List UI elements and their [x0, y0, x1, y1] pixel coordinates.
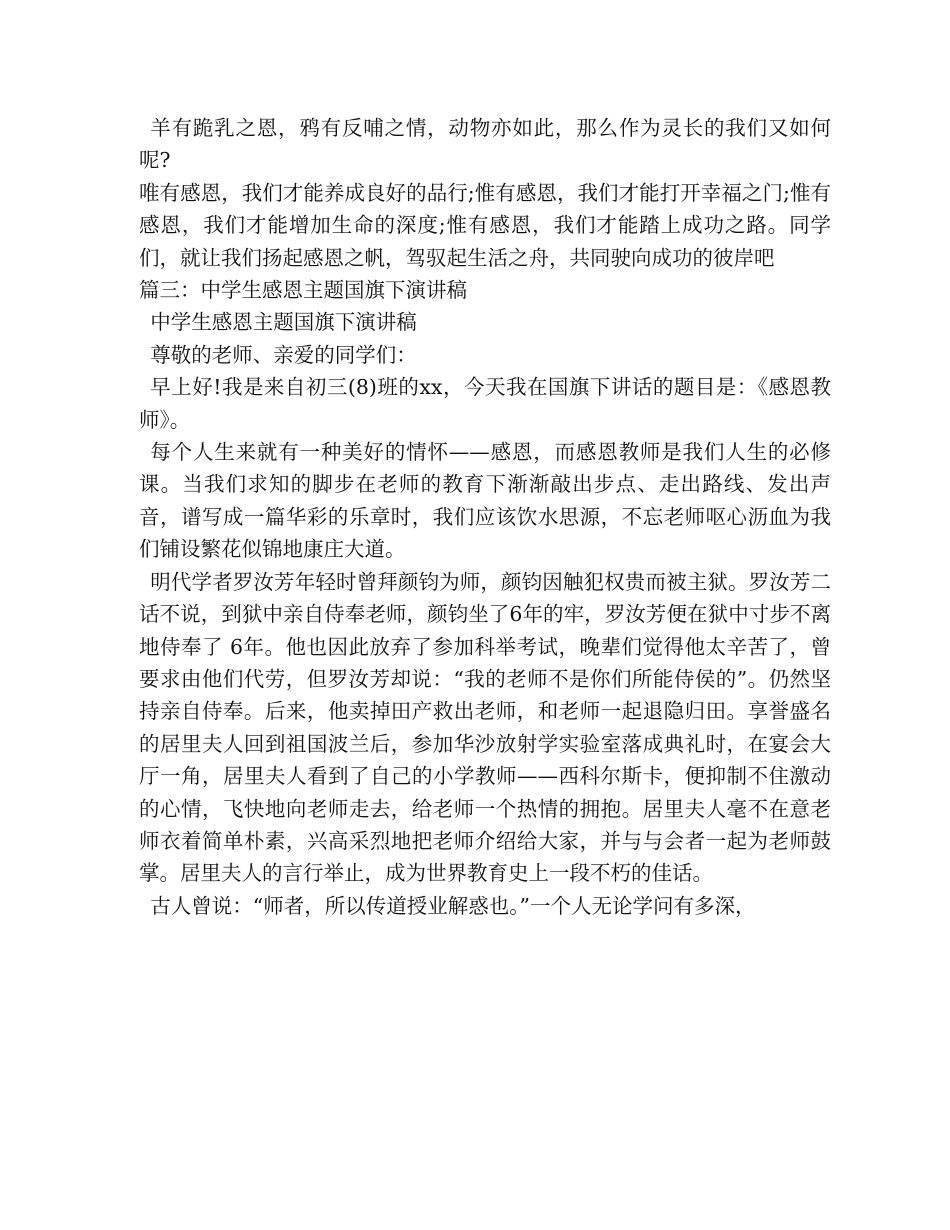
paragraph: 羊有跪乳之恩，鸦有反哺之情，动物亦如此，那么作为灵长的我们又如何呢?: [139, 116, 831, 173]
document-body: [139, 112, 831, 922]
paragraph: 明代学者罗汝芳年轻时曾拜颜钧为师，颜钧因触犯权贵而被主狱。罗汝芳二话不说，到狱中亲自侍奉老师，颜钧坐了6年的牢，罗汝芳便在狱中寸步不离地侍奉了 6年。他也因此放弃了参加科举考试，晚辈们觉得他太辛苦了，曾要求由他们代劳，但罗汝芳却说：“我的老师不是你们所能侍侯的”。仍然坚持亲自侍奉。后来，他卖掉田产救出老师，和老师一起退隐归田。享誉盛名的居里夫人回到祖国波兰后，参加华沙放射学实验室落成典礼时，在宴会大厅一角，居里夫人看到了自己的小学教师——西科尔斯卡，便抑制不住激动的心情，飞快地向老师走去，给老师一个热情的拥抱。居里夫人毫不在意老师衣着简单朴素，兴高采烈地把老师介绍给大家，并与与会者一起为老师鼓掌。居里夫人的言行举止，成为世界教育史上一段不朽的佳话。: [139, 569, 831, 886]
paragraph: 古人曾说：“师者，所以传道授业解惑也。”一个人无论学问有多深，: [150, 893, 756, 918]
paragraph: 唯有感恩，我们才能养成良好的品行;惟有感恩，我们才能打开幸福之门;惟有感恩，我们才能增加生命的深度;惟有感恩，我们才能踏上成功之路。同学们，就让我们扬起感恩之帆，驾驭起生活之舟，共同驶向成功的彼岸吧: [139, 180, 831, 270]
paragraph: 每个人生来就有一种美好的情怀——感恩，而感恩教师是我们人生的必修课。当我们求知的脚步在老师的教育下渐渐敲出步点、走出路线、发出声音，谱写成一篇华彩的乐章时，我们应该饮水思源，不忘老师呕心沥血为我们铺设繁花似锦地康庄大道。: [139, 440, 831, 562]
paragraph: 早上好!我是来自初三(8)班的xx，今天我在国旗下讲话的题目是：《感恩教师》。: [139, 375, 831, 432]
speech-title: 中学生感恩主题国旗下演讲稿: [150, 310, 417, 335]
section-heading: 篇三：中学生感恩主题国旗下演讲稿: [139, 278, 467, 303]
salutation: 尊敬的老师、亲爱的同学们：: [150, 342, 417, 367]
